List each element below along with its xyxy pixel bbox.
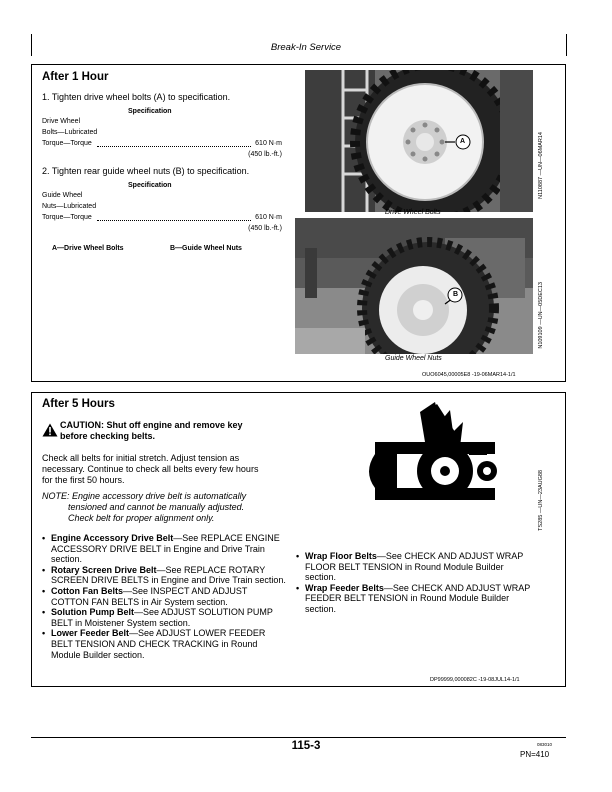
step-2-text: 2. Tighten rear guide wheel nuts (B) to specification. <box>42 166 250 176</box>
drive-wheel-caption: Drive Wheel Bolts <box>385 209 441 216</box>
list-item: • Rotary Screen Drive Belt—See REPLACE ROTARY SCREEN DRIVE BELTS in Engine and Drive Train section. <box>42 565 287 586</box>
photo1-callout-a: A <box>460 138 466 145</box>
after-1-hour-title: After 1 Hour <box>42 71 109 83</box>
caution-line2: before checking belts. <box>60 431 156 441</box>
spec2-line2: Nuts—Lubricated <box>42 203 97 210</box>
belt-list-right <box>296 551 536 615</box>
spec2-torque-label: Torque—Torque <box>42 214 92 221</box>
step-1-text: 1. Tighten drive wheel bolts (A) to specification. <box>42 92 231 102</box>
list-item: • Wrap Feeder Belts—See CHECK AND ADJUST WRAP FEEDER BELT TENSION in Round Module Builder section. <box>296 583 536 615</box>
note-line1: NOTE: Engine accessory drive belt is automatically <box>42 491 247 501</box>
list-item: • Cotton Fan Belts—See INSPECT AND ADJUST COTTON FAN BELTS in Air System section. <box>42 586 287 607</box>
belt-list-left <box>42 533 287 660</box>
paragraph-line3: for the first 50 hours. <box>42 475 125 485</box>
list-item: • Lower Feeder Belt—See ADJUST LOWER FEEDER BELT TENSION AND CHECK TRACKING in Round Module Builder section. <box>42 628 287 660</box>
belt-hazard-illustration <box>365 402 525 522</box>
caution-line1: CAUTION: Shut off engine and remove key <box>60 420 243 430</box>
spec1-torque-alt: (450 lb.-ft.) <box>248 151 282 158</box>
list-item: • Engine Accessory Drive Belt—See REPLACE ENGINE ACCESSORY DRIVE BELT in Engine and Drive Train section. <box>42 533 287 565</box>
spec1-torque-label: Torque—Torque <box>42 140 92 147</box>
hazard-image-code: TS285 —UN—23AUG88 <box>538 470 544 531</box>
photo2-callout-b: B <box>453 291 459 298</box>
list-item: • Solution Pump Belt—See ADJUST SOLUTION PUMP BELT in Moistener System section. <box>42 607 287 628</box>
legend-b: B—Guide Wheel Nuts <box>170 245 242 252</box>
guide-wheel-illustration <box>295 218 533 354</box>
page-header-title: Break-In Service <box>270 42 342 53</box>
spec2-torque-value: 610 N·m <box>255 214 282 221</box>
note-line3: Check belt for proper alignment only. <box>68 513 215 523</box>
guide-wheel-photo <box>295 218 533 354</box>
caution-block <box>42 420 282 442</box>
spec1-line2: Bolts—Lubricated <box>42 129 98 136</box>
footer-code: 083010 <box>537 742 553 747</box>
after-5-hours-title: After 5 Hours <box>42 398 115 410</box>
page-number: 115-3 <box>291 740 321 752</box>
note-block <box>42 491 246 524</box>
section1-doc-ref: OUO6045,00005E8 -19-06MAR14-1/1 <box>422 372 516 378</box>
belt-check-paragraph <box>42 453 258 486</box>
spec1-torque-value: 610 N·m <box>255 140 282 147</box>
warning-triangle-icon <box>42 423 58 437</box>
belt-hazard-image <box>365 402 525 522</box>
drive-wheel-illustration <box>305 70 533 212</box>
note-line2: tensioned and cannot be manually adjusted. <box>68 502 245 512</box>
spec2-line1: Guide Wheel <box>42 192 83 199</box>
spec2-heading: Specification <box>128 182 172 189</box>
spec1-heading: Specification <box>128 108 172 115</box>
spec2-torque-alt: (450 lb.-ft.) <box>248 225 282 232</box>
spec1-line1: Drive Wheel <box>42 118 81 125</box>
footer-rule <box>31 737 566 738</box>
section2-doc-ref: DP99999,000082C -19-08JUL14-1/1 <box>430 677 520 683</box>
photo1-code: N110887 —UN—06MAR14 <box>538 132 544 199</box>
guide-wheel-caption: Guide Wheel Nuts <box>385 355 442 362</box>
footer-pn: PN=410 <box>520 750 550 759</box>
drive-wheel-photo <box>305 70 533 212</box>
paragraph-line2: necessary. Continue to check all belts every few hours <box>42 464 259 474</box>
list-item: • Wrap Floor Belts—See CHECK AND ADJUST WRAP FLOOR BELT TENSION in Round Module Builder section. <box>296 551 536 583</box>
paragraph-line1: Check all belts for initial stretch. Adjust tension as <box>42 453 240 463</box>
legend-a: A—Drive Wheel Bolts <box>52 245 124 252</box>
photo2-code: N109109 —UN—05DEC13 <box>538 282 544 349</box>
